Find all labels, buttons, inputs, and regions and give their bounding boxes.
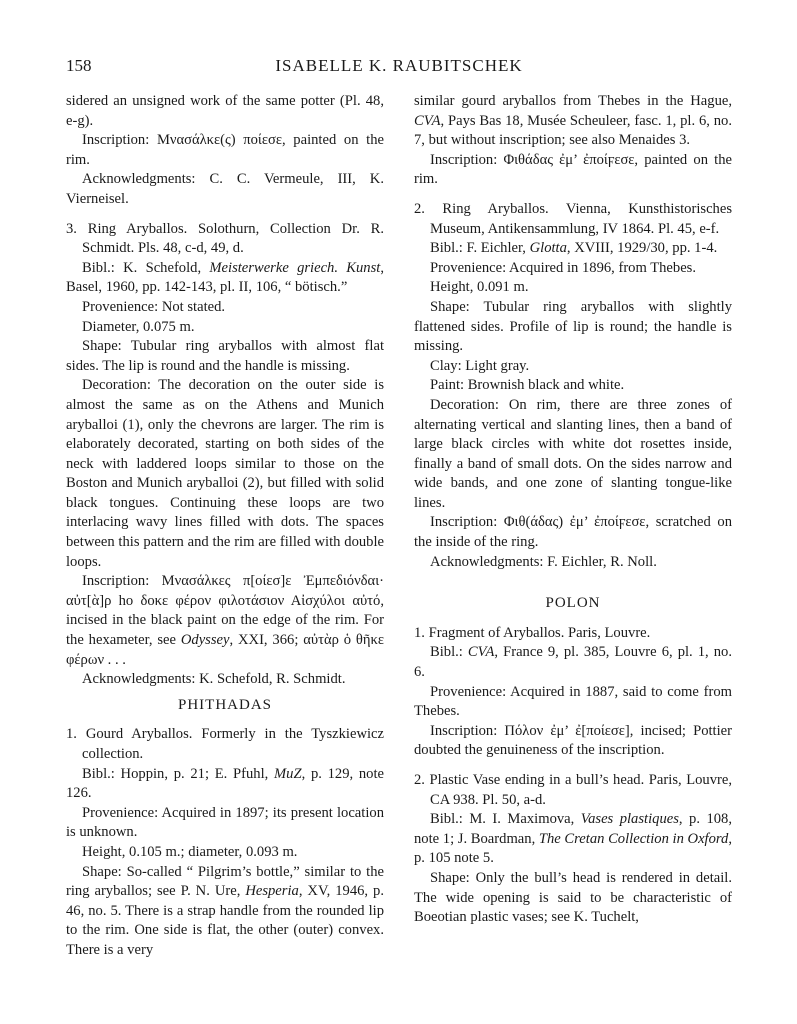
dimensions: Diameter, 0.075 m. <box>82 318 195 335</box>
page-header <box>66 56 732 78</box>
entry-title: 1. Gourd Aryballos. Formerly in the Tyszkiewicz collection. <box>66 726 384 762</box>
provenience: Provenience: Acquired in 1896, from Thebes. <box>430 259 697 276</box>
entry-title: 2. Ring Aryballos. Vienna, Kunsthistorisches Museum, Antikensammlung, IV 1864. Pl. 45, e-f. <box>414 200 732 237</box>
bibliography: Bibl.: K. Schefold, Meisterwerke griech. Kunst, Basel, 1960, pp. 142-143, pl. II, 106, “ bötisch.” <box>66 259 384 296</box>
dimensions: Height, 0.091 m. <box>430 279 529 296</box>
section-heading-polon: POLON <box>545 595 601 612</box>
page-number: 158 <box>66 56 92 75</box>
right-column <box>414 92 732 928</box>
clay: Clay: Light gray. <box>430 357 530 374</box>
paint: Paint: Brownish black and white. <box>430 377 625 394</box>
provenience: Provenience: Not stated. <box>82 298 226 315</box>
running-head: ISABELLE K. RAUBITSCHEK <box>275 56 523 75</box>
paragraph: similar gourd aryballos from Thebes in the Hague, CVA, Pays Bas 18, Musée Scheuleer, fasc. 1, pl. 6, no. 7, but without inscription; see also Menaides 3. <box>414 93 732 149</box>
left-column <box>66 92 384 961</box>
bibliography: Bibl.: CVA, France 9, pl. 385, Louvre 6, pl. 1, no. 6. <box>414 644 732 681</box>
acknowledgments: Acknowledgments: K. Schefold, R. Schmidt. <box>82 671 346 688</box>
inscription: Inscription: Μνασάλκες π[οίεσ]ε Ἐμπεδιόνδαι· αὐτ[ὰ]ρ hο δοκε φέρον φιλοτάσιον Αἰσχύλοι αὐτό, incised in the black paint on the edge of the rim. For the hexameter, see Odyssey, XXI, 366; αὐτὰρ ὁ θῆκε φέρων . . . <box>66 573 384 668</box>
inscription: Inscription: Φιθ(άδας) ἐμ’ ἐποίϝεσε, scratched on the inside of the ring. <box>414 514 732 551</box>
shape: Shape: Tubular ring aryballos with slightly flattened sides. Profile of lip is round; the handle is missing. <box>414 298 732 355</box>
acknowledgments: Acknowledgments: F. Eichler, R. Noll. <box>430 553 657 570</box>
inscription: Inscription: Φιθάδας ἐμ’ ἐποίϝεσε, painted on the rim. <box>414 151 732 188</box>
shape: Shape: So-called “ Pilgrim’s bottle,” similar to the ring aryballos; see P. N. Ure, Hesperia, XV, 1946, p. 46, no. 5. There is a strap handle from the rounded lip to the rim. One side is flat, the other (outer) convex. There is a very <box>66 863 384 958</box>
provenience: Provenience: Acquired in 1887, said to come from Thebes. <box>414 683 732 720</box>
entry-title: 3. Ring Aryballos. Solothurn, Collection Dr. R. Schmidt. Pls. 48, c-d, 49, d. <box>66 220 384 257</box>
bibliography: Bibl.: M. I. Maximova, Vases plastiques, p. 108, note 1; J. Boardman, The Cretan Collection in Oxford, p. 105 note 5. <box>414 811 733 867</box>
acknowledgments: Acknowledgments: C. C. Vermeule, III, K. Vierneisel. <box>66 171 384 207</box>
entry-title: 1. Fragment of Aryballos. Paris, Louvre. <box>414 624 651 641</box>
shape: Shape: Only the bull’s head is rendered in detail. The wide opening is said to be characteristic of Boeotian plastic vases; see K. Tuchelt, <box>414 869 732 926</box>
bibliography: Bibl.: F. Eichler, Glotta, XVIII, 1929/30, pp. 1-4. <box>430 240 718 257</box>
dimensions: Height, 0.105 m.; diameter, 0.093 m. <box>82 843 298 860</box>
bibliography: Bibl.: Hoppin, p. 21; E. Pfuhl, MuZ, p. 129, note 126. <box>66 765 384 802</box>
inscription: Inscription: Μνασάλκε(ς) ποίεσε, painted on the rim. <box>66 132 384 168</box>
decoration: Decoration: The decoration on the outer side is almost the same as on the Athens and Munich aryballoi (1), only the chevrons are larger. The rim is elaborately decorated, starting on both sides of the neck with laddered loops similar to those on the Boston and Munich aryballoi (2), but filled with solid black tongues. Continuing these loops are two interlacing wavy lines filled with dots. The spaces between this pattern and the rim are filled with double loops. <box>66 377 384 570</box>
entry-title: 2. Plastic Vase ending in a bull’s head. Paris, Louvre, CA 938. Pl. 50, a-d. <box>414 772 732 808</box>
inscription: Inscription: Πόλον ἐμ’ ἐ[ποίεσε], incised; Pottier doubted the genuineness of the inscription. <box>414 722 732 759</box>
decoration: Decoration: On rim, there are three zones of alternating vertical and slanting lines, then a band of large black circles with white dot rosettes inside, finally a band of small dots. On the sides narrow and wide bands, and one zone of slanting tongue-like lines. <box>414 396 732 511</box>
paragraph: sidered an unsigned work of the same potter (Pl. 48, e-g). <box>66 93 384 129</box>
shape: Shape: Tubular ring aryballos with almost flat sides. The lip is round and the handle is missing. <box>66 338 384 374</box>
section-heading-phithadas: PHITHADAS <box>177 696 272 713</box>
provenience: Provenience: Acquired in 1897; its present location is unknown. <box>66 804 384 841</box>
